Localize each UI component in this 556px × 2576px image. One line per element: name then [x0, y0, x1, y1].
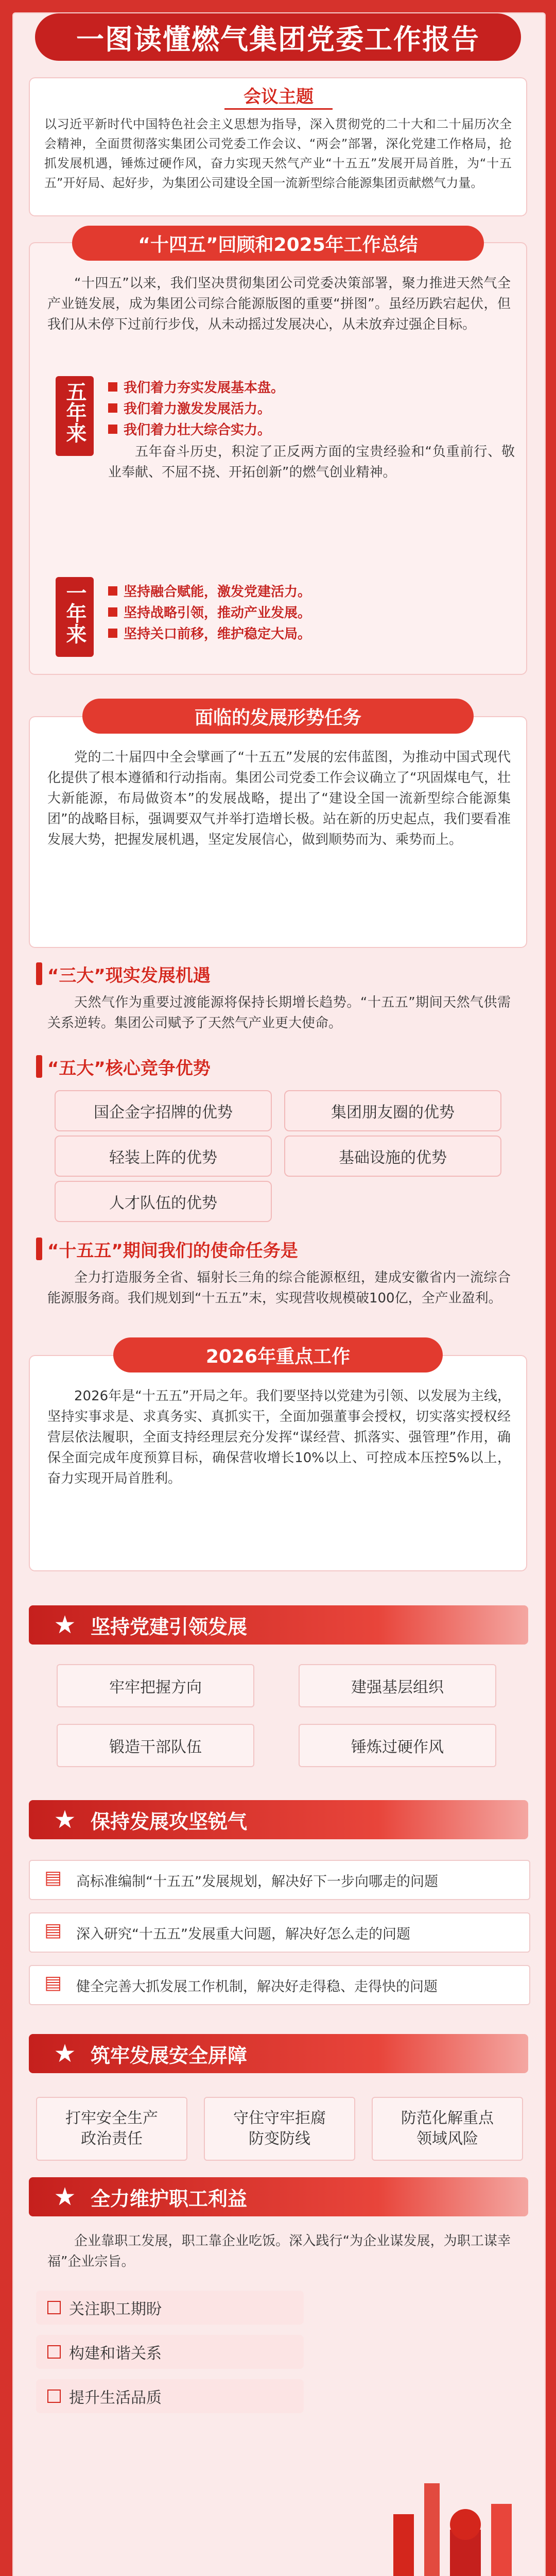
three-big-heading: [36, 961, 211, 986]
document-icon: ▤: [44, 1972, 62, 1993]
one-year-point-text: 坚持关口前移，维护稳定大局。: [124, 626, 311, 642]
party-item: 牢牢把握方向: [57, 1664, 254, 1707]
situation-text: 党的二十届四中全会擘画了“十五五”发展的宏伟蓝图，为推动中国式现代化提供了根本遵循和行动指南。集团公司党委工作会议确立了“巩固煤电气，壮大新能源，布局做资本”的发展战略，提出了“建设全国一流新型综合能源集团”的战略目标，强调要双气并举打造增长极。站在新的历史起点，我们要看准发展大势，把握发展机遇，坚定发展信心，做到顺势而为、乘势而上。: [47, 750, 511, 848]
star-icon: ★: [54, 2039, 76, 2068]
key-work-text: 2026年是“十五五”开局之年。我们要坚持以党建为引领、以发展为主线，坚持实事求是、求真务实、真抓实干，全面加强董事会授权，切实落实授权经营层依法履职，全面支持经理层充分发挥“谋经营、抓落实、强管理”作用，确保全面完成年度预算目标，确保营收增长10%以上、可控成本压控5%以上，奋力实现开局首胜利。: [47, 1388, 511, 1486]
one-year-point-text: 坚持战略引领，推动产业发展。: [124, 605, 311, 621]
one-year-point-text: 坚持融合赋能，激发党建活力。: [124, 584, 311, 600]
party-item: 建强基层组织: [299, 1664, 496, 1707]
staff-item: [36, 2291, 304, 2325]
safety-item: 打牢安全生产 政治责任: [36, 2097, 187, 2161]
one-year-tag-text: 一年来: [63, 582, 86, 644]
one-year-block: [108, 579, 515, 645]
staff-heading: 全力维护职工利益: [91, 2187, 248, 2210]
party-heading: 坚持党建引领发展: [91, 1615, 248, 1638]
develop-item: [29, 1860, 530, 1900]
safety-item: 守住守牢拒腐 防变防线: [204, 2097, 355, 2161]
safety-heading: 筑牢发展安全屏障: [91, 2044, 248, 2067]
star-icon: ★: [54, 1805, 76, 1834]
review-intro: “十四五”以来，我们坚决贯彻集团公司党委决策部署，聚力推进天然气全产业链发展，成为集团公司综合能源版图的重要“拼图”。虽经历跌宕起伏，但我们从未停下过前行步伐，从未动摇过发展决心，从未放弃过强企目标。: [47, 276, 511, 332]
five-year-block: [108, 375, 515, 483]
five-year-point-text: 我们着力夯实发展基本盘。: [124, 380, 285, 396]
refinery-icon: [393, 2483, 512, 2576]
develop-item: [29, 1912, 530, 1953]
key-work-heading: 2026年重点工作: [205, 1346, 351, 1367]
staff-item-text: 提升生活品质: [69, 2389, 162, 2407]
safety-ribbon: [29, 2034, 528, 2073]
situation-heading-pill: [82, 699, 474, 734]
five-year-point: [108, 377, 515, 396]
key-work-heading-pill: [113, 1337, 443, 1372]
meeting-heading: 会议主题: [224, 82, 333, 110]
page-title: 一图读懂燃气集团党委工作报告: [76, 23, 480, 56]
staff-item-text: 关注职工期盼: [69, 2300, 162, 2318]
advantage-pill: 轻装上阵的优势: [55, 1136, 272, 1177]
safety-item: 防范化解重点 领域风险: [372, 2097, 523, 2161]
five-year-point-text: 我们着力壮大综合实力。: [124, 422, 271, 438]
review-heading: “十四五”回顾和2025年工作总结: [138, 234, 418, 256]
star-icon: ★: [54, 1611, 76, 1639]
develop-item-text: 健全完善大抓发展工作机制，解决好走得稳、走得快的问题: [76, 1978, 438, 1995]
three-big-title: “三大”现实发展机遇: [47, 965, 211, 986]
mission-heading: [36, 1236, 298, 1261]
document-icon: ▤: [44, 1920, 62, 1941]
party-item: 锤炼过硬作风: [299, 1724, 496, 1767]
footer-illustration: [12, 2452, 544, 2576]
develop-item: [29, 1965, 530, 2005]
mission-title: “十五五”期间我们的使命任务是: [47, 1240, 298, 1261]
five-year-point-text: 我们着力激发发展活力。: [124, 401, 271, 417]
five-year-point: [108, 419, 515, 438]
staff-item: [36, 2379, 304, 2413]
one-year-tag: [56, 577, 94, 657]
situation-heading: 面临的发展形势任务: [194, 707, 361, 728]
review-heading-pill: [72, 226, 484, 261]
document-icon: ▤: [44, 1867, 62, 1888]
five-year-tag-text: 五年来: [63, 381, 86, 443]
advantage-pill: 基础设施的优势: [284, 1136, 501, 1177]
one-year-point: [108, 623, 515, 642]
one-year-point: [108, 602, 515, 621]
advantage-pill: 人才队伍的优势: [55, 1181, 272, 1222]
page-title-banner: [35, 13, 521, 61]
five-year-point: [108, 398, 515, 417]
develop-item-text: 深入研究“十五五”发展重大问题，解决好怎么走的问题: [76, 1926, 410, 1942]
develop-heading: 保持发展攻坚锐气: [91, 1810, 248, 1833]
five-big-title: “五大”核心竞争优势: [47, 1058, 211, 1079]
staff-ribbon: [29, 2177, 528, 2216]
mission-text: 全力打造服务全省、辐射长三角的综合能源枢纽，建成安徽省内一流综合能源服务商。我们规划到“十五五”末，实现营收规模破100亿，全产业盈利。: [47, 1270, 511, 1306]
meeting-card: [29, 77, 527, 216]
five-year-tag: [56, 376, 94, 456]
staff-text: 企业靠职工发展，职工靠企业吃饭。深入践行“为企业谋发展，为职工谋幸福”企业宗旨。: [47, 2233, 511, 2269]
party-ribbon: [29, 1605, 528, 1645]
develop-ribbon: [29, 1800, 528, 1839]
party-item: 锻造干部队伍: [57, 1724, 254, 1767]
advantage-pill: 集团朋友圈的优势: [284, 1090, 501, 1131]
staff-item: [36, 2335, 304, 2369]
five-big-heading: [36, 1054, 211, 1079]
advantage-pill: 国企金字招牌的优势: [55, 1090, 272, 1131]
meeting-text: 以习近平新时代中国特色社会主义思想为指导，深入贯彻党的二十大和二十届历次全会精神，全面贯彻落实集团公司党委工作会议、“两会”部署，深化党建工作格局，抢抓发展机遇，锤炼过硬作风，奋力实现天然气产业“十五五”发展开局首胜，为“十五五”开好局、起好步，为集团公司建设全国一流新型综合能源集团贡献燃气力量。: [44, 117, 512, 190]
develop-item-text: 高标准编制“十五五”发展规划，解决好下一步向哪走的问题: [76, 1873, 438, 1890]
star-icon: ★: [54, 2182, 76, 2211]
staff-item-text: 构建和谐关系: [69, 2345, 162, 2363]
one-year-point: [108, 581, 515, 600]
three-big-text: 天然气作为重要过渡能源将保持长期增长趋势。“十五五”期间天然气供需关系逆转。集团公司赋予了天然气产业更大使命。: [47, 995, 511, 1031]
five-year-text: 五年奋斗历史，积淀了正反两方面的宝贵经验和“负重前行、敬业奉献、不屈不挠、开拓创新”的燃气创业精神。: [108, 444, 515, 480]
